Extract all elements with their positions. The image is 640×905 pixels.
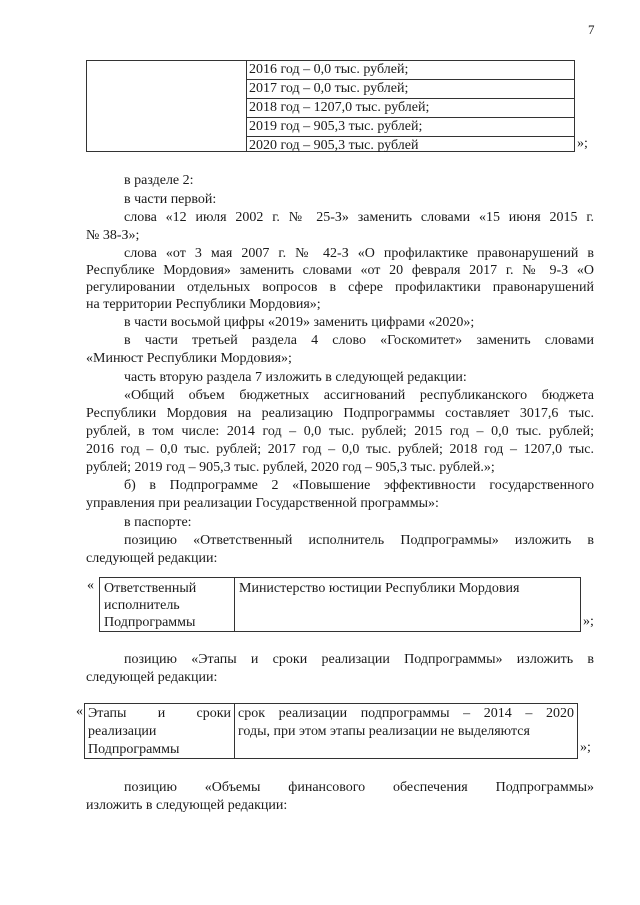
- paragraph: изложить в следующей редакции:: [86, 798, 288, 813]
- paragraph: в части восьмой цифры «2019» заменить цифрами «2020»;: [124, 315, 475, 330]
- paragraph: следующей редакции:: [86, 551, 218, 566]
- paragraph: 2016 год – 0,0 тыс. рублей; 2017 год – 0,0 тыс. рублей; 2018 год – 1207,0 тыс.: [86, 442, 594, 457]
- table2-right-text: Министерство юстиции Республики Мордовия: [239, 581, 520, 596]
- paragraph: следующей редакции:: [86, 670, 218, 685]
- paragraph: часть вторую раздела 7 изложить в следующей редакции:: [124, 370, 467, 385]
- table1-right-cell: [247, 61, 574, 151]
- paragraph: позицию «Объемы финансового обеспечения Подпрограммы»: [124, 780, 594, 795]
- table3-right-line: годы, при этом этапы реализации не выделяются: [238, 724, 530, 739]
- table1-line: 2020 год – 905,3 тыс. рублей: [249, 138, 419, 153]
- paragraph: «Общий объем бюджетных ассигнований республиканского бюджета: [124, 388, 594, 403]
- paragraph: рублей, в том числе: 2014 год – 0,0 тыс. рублей; 2015 год – 0,0 тыс. рублей;: [86, 424, 594, 439]
- table2-closing-quote: »;: [583, 614, 594, 629]
- paragraph: управления при реализации Государственной программы»:: [86, 496, 439, 511]
- paragraph: б) в Подпрограмме 2 «Повышение эффективности государственного: [124, 478, 594, 493]
- table2-opening-quote: «: [87, 578, 94, 593]
- table1-line: 2018 год – 1207,0 тыс. рублей;: [247, 99, 574, 118]
- table3-left-line: реализации: [88, 724, 157, 739]
- table1-line: 2019 год – 905,3 тыс. рублей;: [247, 118, 574, 137]
- paragraph: в части третьей раздела 4 слово «Госкомитет» заменить словами: [124, 333, 594, 348]
- table3-left-line: Этапы и сроки: [88, 706, 231, 721]
- table2-left-line: исполнитель: [104, 598, 180, 613]
- stages-terms-table: [84, 703, 578, 759]
- paragraph: регулировании отдельных вопросов в сфере профилактики правонарушений: [86, 280, 594, 295]
- table2-right-cell: [235, 578, 580, 631]
- table2-left-cell: [100, 578, 235, 631]
- paragraph: «Минюст Республики Мордовия»;: [86, 351, 292, 366]
- table1-line: 2017 год – 0,0 тыс. рублей;: [247, 80, 574, 99]
- paragraph: рублей; 2019 год – 905,3 тыс. рублей, 2020 год – 905,3 тыс. рублей.»;: [86, 460, 495, 475]
- paragraph: № 38-З»;: [86, 228, 140, 243]
- table1-left-cell: [87, 61, 247, 151]
- table1-line: 2016 год – 0,0 тыс. рублей;: [247, 61, 574, 80]
- table3-left-line: Подпрограммы: [88, 742, 180, 757]
- paragraph: Республике Мордовия» заменить словами «от 20 февраля 2017 г. № 9-З «О: [86, 263, 594, 278]
- funding-table-continuation: [86, 60, 575, 152]
- table3-right-cell: [235, 704, 577, 758]
- paragraph: в разделе 2:: [124, 173, 194, 188]
- paragraph: в паспорте:: [124, 515, 192, 530]
- table3-closing-quote: »;: [580, 740, 591, 755]
- paragraph: позицию «Этапы и сроки реализации Подпрограммы» изложить в: [124, 652, 594, 667]
- paragraph: Республики Мордовия на реализацию Подпрограммы составляет 3017,6 тыс.: [86, 406, 594, 421]
- table3-opening-quote: «: [76, 704, 83, 719]
- responsible-executor-table: [99, 577, 581, 632]
- paragraph: на территории Республики Мордовия»;: [86, 297, 321, 312]
- paragraph: в части первой:: [124, 192, 217, 207]
- table3-left-cell: [85, 704, 235, 758]
- table1-closing-quote: »;: [577, 136, 588, 151]
- table3-right-line: срок реализации подпрограммы – 2014 – 2020: [238, 706, 574, 721]
- paragraph: слова «от 3 мая 2007 г. № 42-З «О профилактике правонарушений в: [124, 246, 594, 261]
- table2-left-line: Ответственный: [104, 581, 197, 596]
- paragraph: слова «12 июля 2002 г. № 25-З» заменить словами «15 июня 2015 г.: [124, 210, 594, 225]
- page-number: 7: [588, 22, 595, 37]
- paragraph: позицию «Ответственный исполнитель Подпрограммы» изложить в: [124, 533, 594, 548]
- table2-left-line: Подпрограммы: [104, 615, 196, 630]
